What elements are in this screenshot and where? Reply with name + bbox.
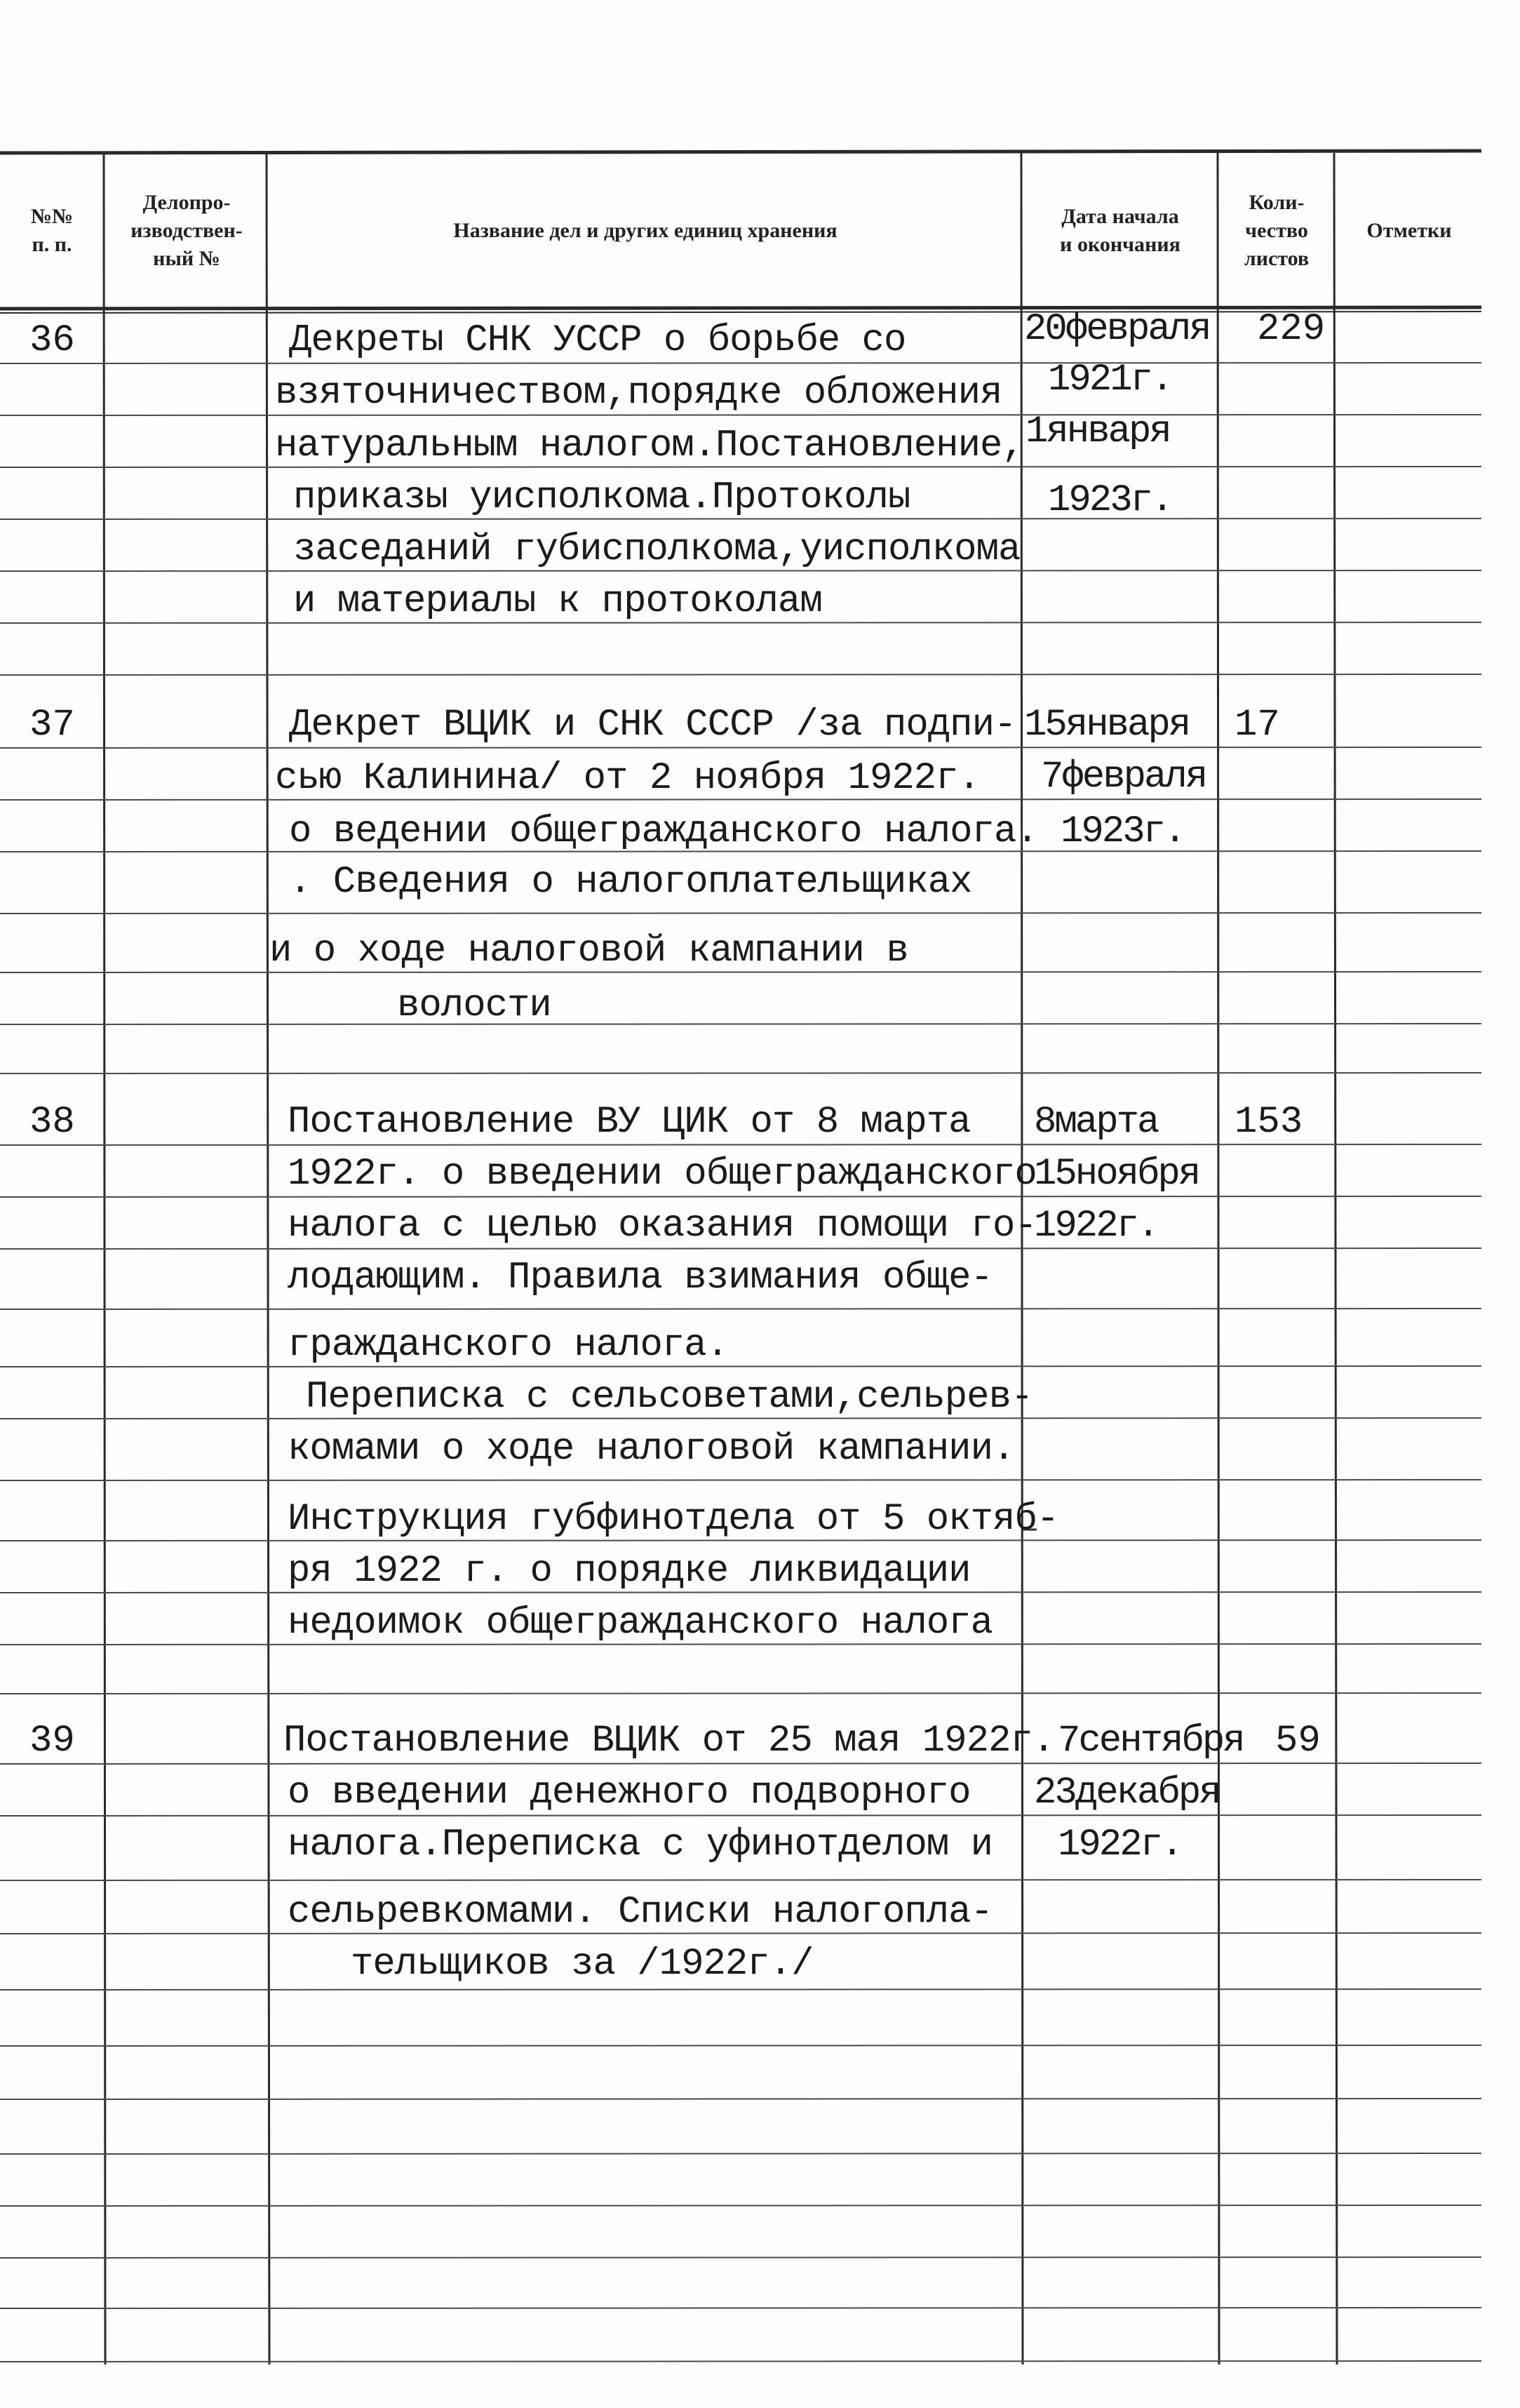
table-row-line: [0, 674, 1481, 675]
entry-title-line: налога с целью оказания помощи го-: [288, 1205, 1037, 1248]
entry-number: 38: [29, 1101, 75, 1144]
entry-date-line: 1923г.: [1061, 810, 1185, 853]
entry-title-line: . Сведения о налогоплательщиках: [289, 861, 972, 904]
table-row-line: [0, 1815, 1481, 1816]
entry-title-line: о введении денежного подворного: [288, 1772, 971, 1814]
entry-date-line: 20февраля: [1024, 308, 1210, 351]
entry-title-line: 1922г. о введении общегражданского: [288, 1153, 1037, 1196]
entry-title-line: Декреты СНК УССР о борьбе со: [289, 319, 906, 362]
entry-title-line: тельщиков за /1922г./: [351, 1943, 814, 1986]
entry-date-line: 1923г.: [1048, 479, 1172, 522]
entry-number: 37: [29, 704, 75, 747]
entry-title-line: сельревкомами. Списки налогопла-: [288, 1891, 993, 1934]
entry-title-line: Переписка с сельсоветами,сельрев-: [306, 1376, 1033, 1419]
header-office-line-3: ный №: [153, 247, 220, 270]
table-row-line: [0, 1196, 1481, 1197]
entry-date-line: 1922г.: [1034, 1205, 1158, 1248]
entry-sheet-count: 153: [1235, 1101, 1303, 1144]
header-count-line-2: чество: [1245, 219, 1308, 242]
header-office-line-2: изводствен-: [130, 219, 243, 242]
table-row-line: [0, 1144, 1481, 1145]
entry-title-line: гражданского налога.: [288, 1324, 729, 1367]
entry-date-line: 7сентября: [1058, 1720, 1244, 1762]
header-number-label: №№: [30, 205, 74, 228]
table-row-line: [0, 1366, 1481, 1367]
table-row-line: [0, 2361, 1481, 2362]
entry-title-line: приказы уисполкома.Протоколы: [293, 476, 910, 519]
table-row-line: [0, 913, 1481, 914]
header-dates-line-1: Дата начала: [1061, 205, 1179, 228]
table-row-line: [0, 1248, 1481, 1249]
entry-title-line: Постановление ВЦИК от 25 мая 1922г.: [283, 1720, 1055, 1762]
header-title-label: Название дел и других единиц хранения: [453, 219, 838, 242]
entry-sheet-count: 17: [1235, 704, 1280, 747]
entry-title-line: и материалы к протоколам: [293, 580, 822, 623]
header-notes-label: Отметки: [1366, 219, 1452, 242]
entry-title-line: сью Калинина/ от 2 ноября 1922г.: [275, 757, 980, 800]
entry-title-line: волости: [397, 984, 551, 1027]
entry-number: 36: [29, 319, 75, 362]
header-count-column: [1219, 154, 1334, 307]
entry-date-line: 1921г.: [1048, 359, 1172, 401]
entry-date-line: 23декабря: [1034, 1772, 1220, 1814]
entry-title-line: налога.Переписка с уфинотделом и: [288, 1824, 993, 1866]
header-office-line-1: Делопро-: [142, 191, 231, 214]
header-number-column: [0, 154, 104, 307]
entry-title-line: и о ходе налоговой кампании в: [269, 930, 908, 972]
table-row-line: [0, 2257, 1481, 2258]
entry-sheet-count: 59: [1275, 1720, 1321, 1762]
entry-date-line: 15ноября: [1034, 1153, 1199, 1196]
entry-title-line: заседаний губисполкома,уисполкома: [293, 528, 1021, 571]
table-row-line: [0, 2045, 1481, 2046]
entry-date-line: 1922г.: [1058, 1824, 1182, 1866]
table-row-line: [0, 747, 1481, 748]
table-row-line: [0, 1989, 1481, 1990]
entry-title-line: взяточничеством,порядке обложения: [275, 372, 1002, 415]
entry-title-line: натуральным налогом.Постановление,: [275, 424, 1024, 467]
entry-date-line: 15января: [1024, 704, 1190, 747]
table-row-line: [0, 1693, 1481, 1694]
entry-title-line: Постановление ВУ ЦИК от 8 марта: [288, 1101, 971, 1144]
entry-title-line: Инструкция губфинотдела от 5 октяб-: [288, 1498, 1059, 1541]
entry-title-line: недоимок общегражданского налога: [288, 1602, 993, 1645]
header-dates-line-2: и окончания: [1060, 233, 1181, 256]
entry-title-line: ря 1922 г. о порядке ликвидации: [288, 1550, 971, 1593]
entry-number: 39: [29, 1720, 75, 1762]
header-count-line-1: Коли-: [1249, 191, 1305, 214]
entry-date-line: 7февраля: [1041, 756, 1206, 798]
entry-date-line: 8марта: [1034, 1101, 1158, 1144]
entry-title-line: комами о ходе налоговой кампании.: [288, 1428, 1015, 1471]
entry-title-line: Декрет ВЦИК и СНК СССР /за подпи-: [289, 704, 1016, 747]
table-row-line: [0, 1763, 1481, 1764]
entry-date-line: 1января: [1025, 410, 1170, 453]
header-office-column: [105, 154, 268, 307]
header-number-sub: п. п.: [32, 233, 72, 256]
entry-sheet-count: 229: [1257, 308, 1326, 351]
header-notes-column: [1337, 154, 1481, 307]
header-dates-column: [1023, 154, 1218, 307]
table-row-line: [0, 2205, 1481, 2206]
entry-title-line: о ведении общегражданского налога.: [289, 810, 1038, 853]
table-row-line: [0, 2153, 1481, 2154]
entry-title-line: лодающим. Правила взимания обще-: [288, 1257, 993, 1299]
header-title-column: [269, 154, 1021, 307]
header-count-line-3: листов: [1244, 247, 1310, 270]
